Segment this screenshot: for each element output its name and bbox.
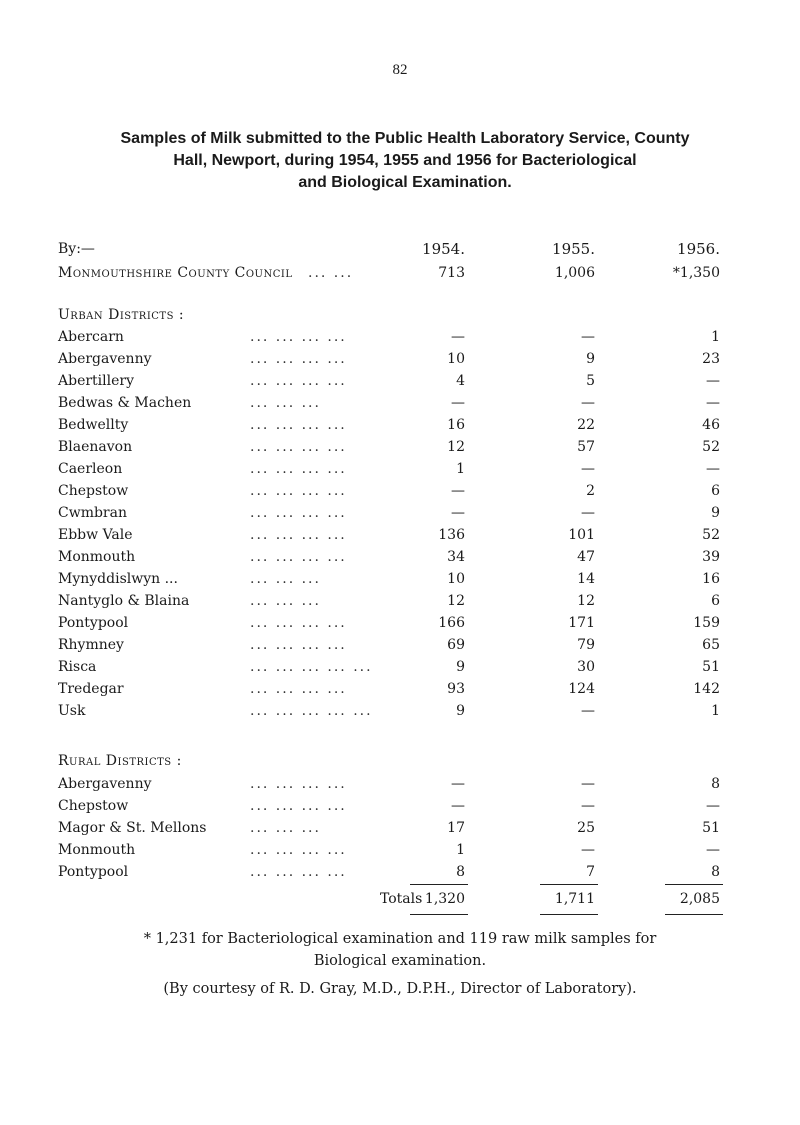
value-1956: 6 bbox=[711, 593, 720, 609]
value-1954: — bbox=[451, 505, 465, 521]
district-name: Caerleon bbox=[58, 461, 123, 477]
table-row bbox=[0, 436, 800, 458]
value-1954: 10 bbox=[447, 351, 465, 367]
value-1956: — bbox=[706, 461, 720, 477]
value-1955: — bbox=[581, 776, 595, 792]
value-1956: — bbox=[706, 798, 720, 814]
courtesy-note: (By courtesy of R. D. Gray, M.D., D.P.H., Director of Laboratory). bbox=[163, 981, 637, 997]
district-name: Chepstow bbox=[58, 483, 129, 499]
value-1955: — bbox=[581, 329, 595, 345]
rule-below-total-1954 bbox=[410, 914, 468, 915]
value-1956: 159 bbox=[693, 615, 720, 631]
table-row bbox=[0, 795, 800, 817]
value-1956: 23 bbox=[702, 351, 720, 367]
value-1954: — bbox=[451, 776, 465, 792]
page-title bbox=[60, 128, 750, 194]
value-1955: 2 bbox=[586, 483, 595, 499]
district-name: Bedwellty bbox=[58, 417, 129, 433]
value-1954: — bbox=[451, 329, 465, 345]
district-name: Ebbw Vale bbox=[58, 527, 133, 543]
value-1954: 16 bbox=[447, 417, 465, 433]
value-1956: 52 bbox=[702, 439, 720, 455]
leader-dots: ... ... ... ... bbox=[250, 373, 347, 389]
urban-districts-heading: Urban Districts : bbox=[58, 307, 185, 323]
table-row bbox=[0, 326, 800, 348]
value-1955: 171 bbox=[568, 615, 595, 631]
value-1956: 65 bbox=[702, 637, 720, 653]
table-row bbox=[0, 861, 800, 883]
district-name: Pontypool bbox=[58, 864, 129, 880]
year-1955-header: 1955. bbox=[552, 240, 595, 258]
value-1954: 93 bbox=[447, 681, 465, 697]
leader-dots: ... ... ... ... ... bbox=[250, 703, 373, 719]
value-1955: 5 bbox=[586, 373, 595, 389]
leader-dots: ... ... ... ... bbox=[250, 483, 347, 499]
value-1955: — bbox=[581, 703, 595, 719]
table-row bbox=[0, 458, 800, 480]
district-name: Monmouth bbox=[58, 842, 136, 858]
table-row bbox=[0, 678, 800, 700]
district-name: Magor & St. Mellons bbox=[58, 820, 207, 836]
district-name: Bedwas & Machen bbox=[58, 395, 192, 411]
value-1954: 12 bbox=[447, 439, 465, 455]
title-line-3: and Biological Examination. bbox=[298, 174, 512, 191]
table-header-row bbox=[0, 238, 800, 260]
value-1955: 22 bbox=[577, 417, 595, 433]
value-1955: 47 bbox=[577, 549, 595, 565]
total-1956: 2,085 bbox=[679, 891, 720, 907]
leader-dots: ... ... ... ... bbox=[250, 776, 347, 792]
rule-above-total-1956 bbox=[665, 884, 723, 885]
table-row bbox=[0, 370, 800, 392]
leader-dots: ... ... ... ... bbox=[250, 417, 347, 433]
leader-dots: ... ... ... ... bbox=[250, 549, 347, 565]
year-1954-header: 1954. bbox=[422, 240, 465, 258]
rule-above-total-1954 bbox=[410, 884, 468, 885]
value-1954: — bbox=[451, 395, 465, 411]
value-1956: 1 bbox=[711, 329, 720, 345]
leader-dots: ... ... ... ... bbox=[250, 439, 347, 455]
district-name: Tredegar bbox=[58, 681, 124, 697]
value-1954: 17 bbox=[447, 820, 465, 836]
value-1956: 8 bbox=[711, 864, 720, 880]
district-name: Abergavenny bbox=[58, 776, 152, 792]
value-1954: 1 bbox=[456, 842, 465, 858]
district-name: Nantyglo & Blaina bbox=[58, 593, 190, 609]
value-1955: — bbox=[581, 842, 595, 858]
district-name: Rhymney bbox=[58, 637, 124, 653]
table-row bbox=[0, 546, 800, 568]
value-1954: — bbox=[451, 798, 465, 814]
district-name: Abercarn bbox=[58, 329, 124, 345]
value-1954: 8 bbox=[456, 864, 465, 880]
value-1956: 51 bbox=[702, 820, 720, 836]
totals-label: Totals bbox=[380, 891, 423, 907]
table-row bbox=[0, 817, 800, 839]
leader-dots: ... ... bbox=[308, 265, 354, 281]
value-1955: 1,006 bbox=[554, 265, 595, 281]
title-line-1: Samples of Milk submitted to the Public Health Laboratory Service, County bbox=[120, 130, 690, 147]
value-1955: 12 bbox=[577, 593, 595, 609]
value-1955: 79 bbox=[577, 637, 595, 653]
district-name: Usk bbox=[58, 703, 86, 719]
value-1954: 4 bbox=[456, 373, 465, 389]
total-1955: 1,711 bbox=[554, 891, 595, 907]
value-1956: *1,350 bbox=[672, 265, 720, 281]
rule-below-total-1956 bbox=[665, 914, 723, 915]
leader-dots: ... ... ... ... bbox=[250, 527, 347, 543]
district-name: Abergavenny bbox=[58, 351, 152, 367]
value-1956: — bbox=[706, 395, 720, 411]
value-1954: 34 bbox=[447, 549, 465, 565]
leader-dots: ... ... ... ... bbox=[250, 615, 347, 631]
value-1955: 9 bbox=[586, 351, 595, 367]
table-row bbox=[0, 656, 800, 678]
value-1955: 57 bbox=[577, 439, 595, 455]
value-1956: 52 bbox=[702, 527, 720, 543]
table-row bbox=[0, 414, 800, 436]
leader-dots: ... ... ... ... bbox=[250, 461, 347, 477]
value-1956: 6 bbox=[711, 483, 720, 499]
table-row bbox=[0, 392, 800, 414]
value-1954: 1 bbox=[456, 461, 465, 477]
leader-dots: ... ... ... ... bbox=[250, 637, 347, 653]
value-1956: 46 bbox=[702, 417, 720, 433]
totals-row bbox=[0, 888, 800, 910]
district-name: Monmouth bbox=[58, 549, 136, 565]
value-1956: 39 bbox=[702, 549, 720, 565]
leader-dots: ... ... ... ... bbox=[250, 351, 347, 367]
rule-above-total-1955 bbox=[540, 884, 598, 885]
county-council-label: Monmouthshire County Council bbox=[58, 265, 293, 281]
leader-dots: ... ... ... bbox=[250, 820, 321, 836]
leader-dots: ... ... ... ... bbox=[250, 864, 347, 880]
year-1956-header: 1956. bbox=[677, 240, 720, 258]
table-row bbox=[0, 524, 800, 546]
rural-districts-heading-row bbox=[0, 750, 800, 772]
district-name: Cwmbran bbox=[58, 505, 127, 521]
county-council-row bbox=[0, 262, 800, 284]
value-1955: — bbox=[581, 798, 595, 814]
district-name: Blaenavon bbox=[58, 439, 133, 455]
district-name: Pontypool bbox=[58, 615, 129, 631]
value-1955: 25 bbox=[577, 820, 595, 836]
leader-dots: ... ... ... ... ... bbox=[250, 659, 373, 675]
table-row bbox=[0, 612, 800, 634]
table-row bbox=[0, 568, 800, 590]
table-row bbox=[0, 502, 800, 524]
value-1955: 124 bbox=[568, 681, 595, 697]
urban-districts-heading-row bbox=[0, 304, 800, 326]
value-1956: 142 bbox=[693, 681, 720, 697]
table-row bbox=[0, 839, 800, 861]
district-name: Risca bbox=[58, 659, 97, 675]
value-1956: 1 bbox=[711, 703, 720, 719]
leader-dots: ... ... ... bbox=[250, 571, 321, 587]
table-row bbox=[0, 590, 800, 612]
value-1954: 9 bbox=[456, 703, 465, 719]
value-1955: 30 bbox=[577, 659, 595, 675]
value-1955: — bbox=[581, 461, 595, 477]
by-label: By:— bbox=[58, 241, 95, 257]
value-1955: 14 bbox=[577, 571, 595, 587]
value-1955: 101 bbox=[568, 527, 595, 543]
value-1956: 16 bbox=[702, 571, 720, 587]
value-1954: 69 bbox=[447, 637, 465, 653]
title-line-2: Hall, Newport, during 1954, 1955 and 1956 for Bacteriological bbox=[173, 152, 637, 169]
table-row bbox=[0, 480, 800, 502]
value-1956: 51 bbox=[702, 659, 720, 675]
value-1955: — bbox=[581, 505, 595, 521]
value-1955: 7 bbox=[586, 864, 595, 880]
table-row bbox=[0, 700, 800, 722]
page-number: 82 bbox=[392, 62, 408, 78]
value-1954: 10 bbox=[447, 571, 465, 587]
leader-dots: ... ... ... ... bbox=[250, 842, 347, 858]
footnote-line-1: * 1,231 for Bacteriological examination and 119 raw milk samples for bbox=[143, 931, 657, 947]
value-1954: 166 bbox=[438, 615, 465, 631]
value-1956: 8 bbox=[711, 776, 720, 792]
total-1954: 1,320 bbox=[424, 891, 465, 907]
leader-dots: ... ... ... ... bbox=[250, 329, 347, 345]
leader-dots: ... ... ... ... bbox=[250, 681, 347, 697]
footnote-line-2: Biological examination. bbox=[313, 953, 487, 969]
value-1956: — bbox=[706, 842, 720, 858]
value-1956: — bbox=[706, 373, 720, 389]
district-name: Mynyddislwyn ... bbox=[58, 571, 178, 587]
table-row bbox=[0, 773, 800, 795]
value-1954: 12 bbox=[447, 593, 465, 609]
value-1954: 136 bbox=[438, 527, 465, 543]
table-row bbox=[0, 634, 800, 656]
leader-dots: ... ... ... bbox=[250, 395, 321, 411]
value-1956: 9 bbox=[711, 505, 720, 521]
value-1955: — bbox=[581, 395, 595, 411]
district-name: Chepstow bbox=[58, 798, 129, 814]
rural-districts-heading: Rural Districts : bbox=[58, 753, 182, 769]
district-name: Abertillery bbox=[58, 373, 134, 389]
leader-dots: ... ... ... bbox=[250, 593, 321, 609]
leader-dots: ... ... ... ... bbox=[250, 798, 347, 814]
rule-below-total-1955 bbox=[540, 914, 598, 915]
value-1954: 9 bbox=[456, 659, 465, 675]
table-row bbox=[0, 348, 800, 370]
value-1954: 713 bbox=[438, 265, 465, 281]
value-1954: — bbox=[451, 483, 465, 499]
leader-dots: ... ... ... ... bbox=[250, 505, 347, 521]
